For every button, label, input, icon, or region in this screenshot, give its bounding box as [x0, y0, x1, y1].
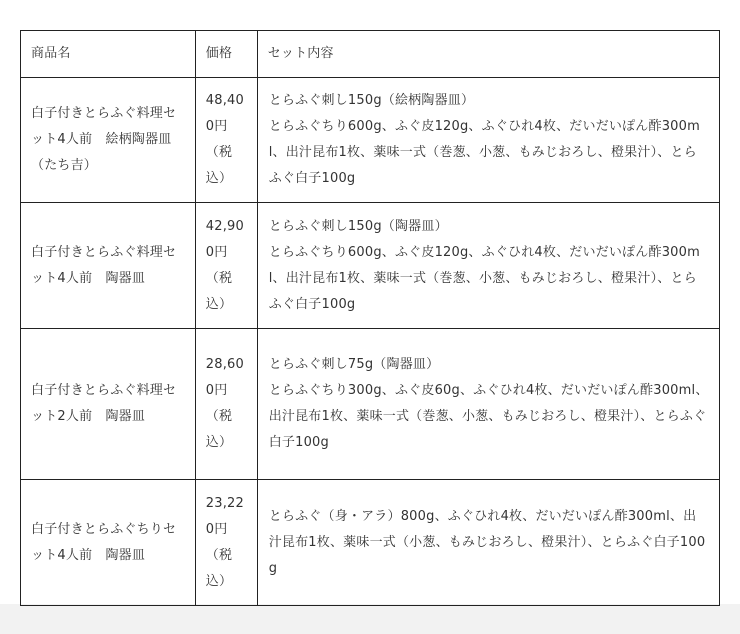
table-row [21, 329, 720, 480]
product-table [20, 30, 720, 606]
set-line: とらふぐ刺し150g（絵柄陶器皿） [268, 93, 475, 108]
set-line: とらふぐちり600g、ふぐ皮120g、ふぐひれ4枚、だいだいぽん酢300ml、出汁昆布1枚、薬味一式（巻葱、小葱、もみじおろし、橙果汁）、とらふぐ白子100g [268, 244, 700, 312]
table-row [21, 203, 720, 329]
set-contents-cell [257, 203, 719, 329]
price-cell: 23,220円（税込） [195, 480, 257, 606]
set-contents-cell [257, 329, 719, 480]
header-price: 価格 [195, 31, 257, 78]
set-line: とらふぐ（身・アラ）800g、ふぐひれ4枚、だいだいぽん酢300ml、出汁昆布1枚、薬味一式（小葱、もみじおろし、橙果汁）、とらふぐ白子100g [268, 508, 706, 576]
set-line: とらふぐ刺し75g（陶器皿） [268, 357, 440, 372]
set-contents-cell [257, 78, 719, 203]
header-set-contents: セット内容 [257, 31, 719, 78]
price-cell: 42,900円（税込） [195, 203, 257, 329]
product-name-cell: 白子付きとらふぐちりセット4人前 陶器皿 [21, 480, 196, 606]
set-line: とらふぐちり300g、ふぐ皮60g、ふぐひれ4枚、だいだいぽん酢300ml、出汁昆布1枚、薬味一式（巻葱、小葱、もみじおろし、橙果汁）、とらふぐ白子100g [268, 383, 709, 450]
set-line: とらふぐ刺し150g（陶器皿） [268, 218, 448, 234]
header-row [21, 31, 720, 78]
product-name-cell: 白子付きとらふぐ料理セット4人前 絵柄陶器皿（たち吉） [21, 78, 196, 203]
product-name-cell: 白子付きとらふぐ料理セット4人前 陶器皿 [21, 203, 196, 329]
set-contents-cell [257, 480, 719, 606]
table-row [21, 480, 720, 606]
table-row [21, 78, 720, 203]
header-product-name: 商品名 [21, 31, 196, 78]
product-name-cell: 白子付きとらふぐ料理セット2人前 陶器皿 [21, 329, 196, 480]
price-cell: 28,600円（税込） [195, 329, 257, 480]
set-line: とらふぐちり600g、ふぐ皮120g、ふぐひれ4枚、だいだいぽん酢300ml、出汁昆布1枚、薬味一式（巻葱、小葱、もみじおろし、橙果汁）、とらふぐ白子100g [268, 119, 700, 186]
price-cell: 48,400円（税込） [195, 78, 257, 203]
